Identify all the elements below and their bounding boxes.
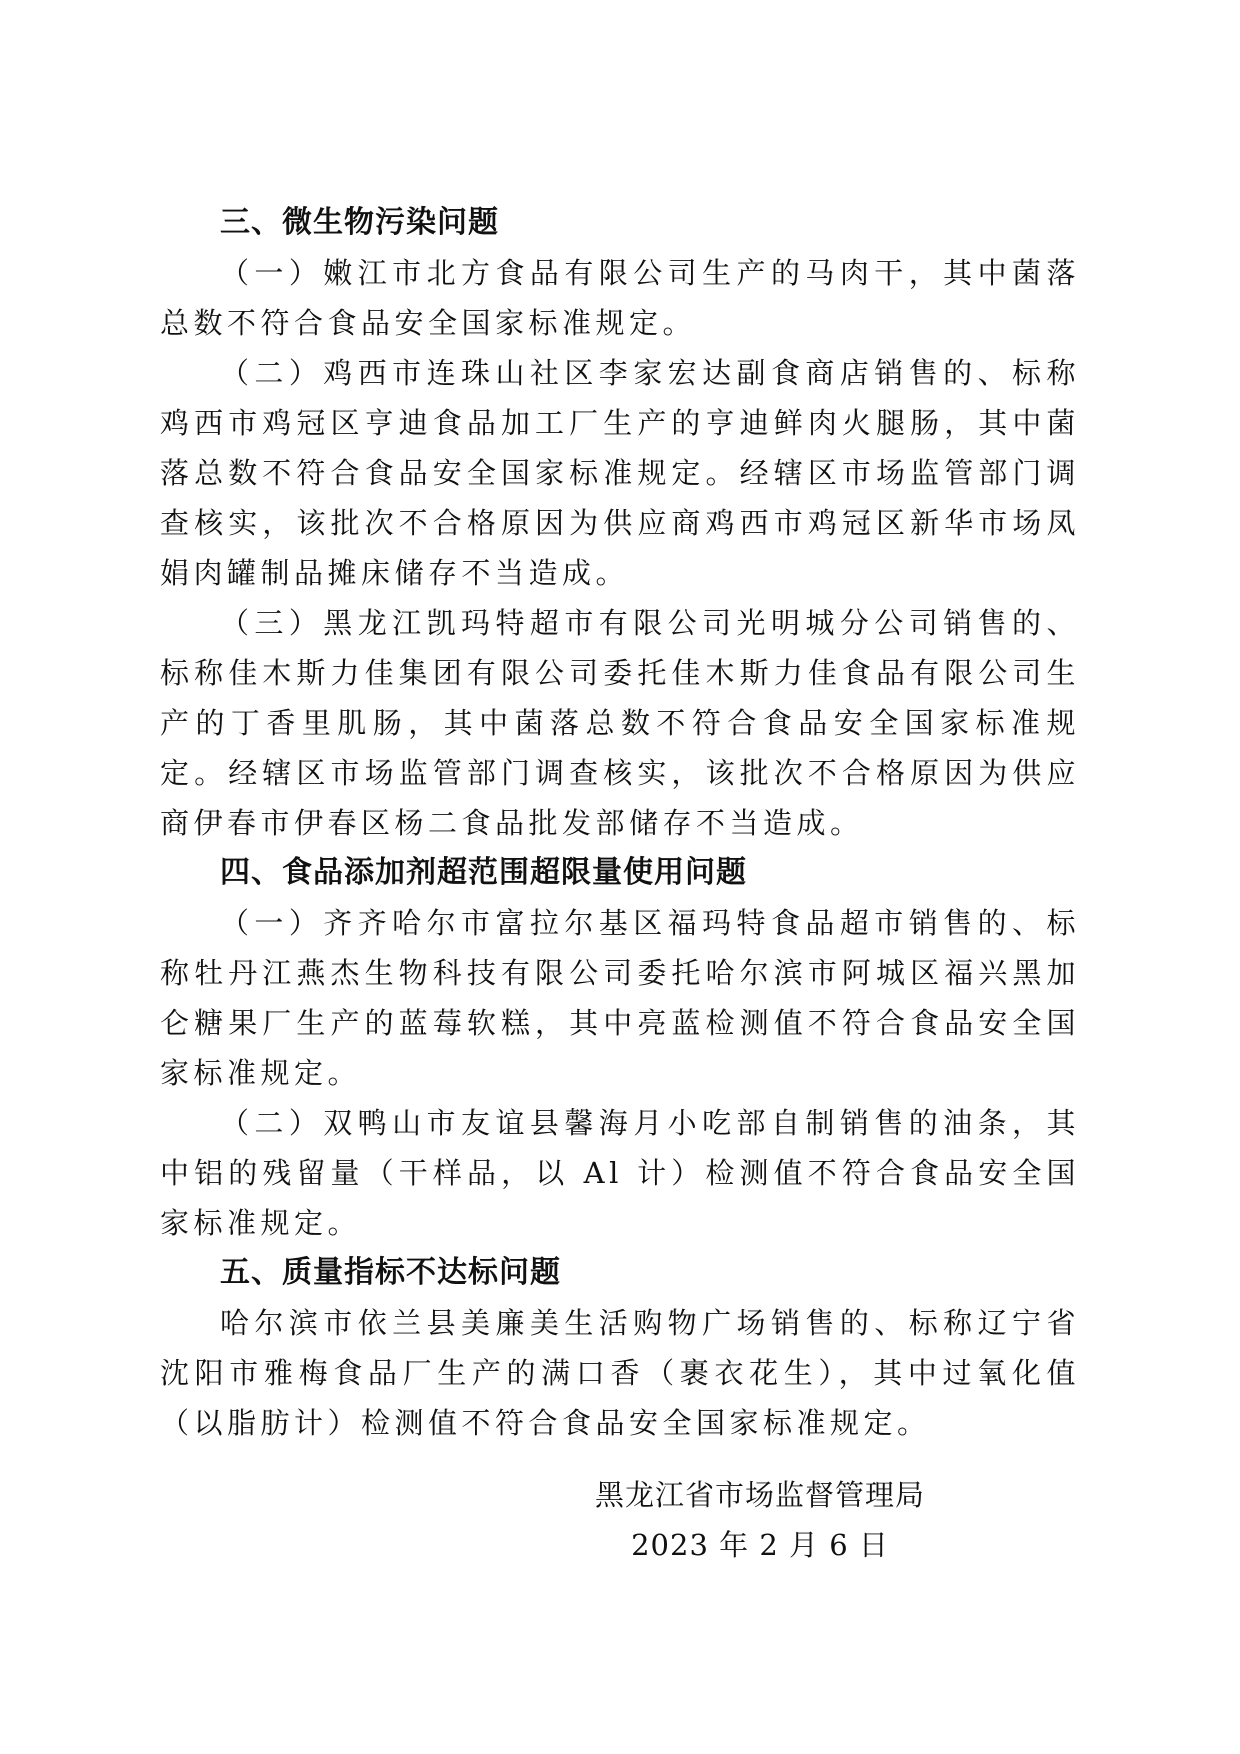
document-body bbox=[160, 198, 1080, 1448]
paragraph: （一）齐齐哈尔市富拉尔基区福玛特食品超市销售的、标称牡丹江燕杰生物科技有限公司委托哈尔滨市阿城区福兴黑加仑糖果厂生产的蓝莓软糕，其中亮蓝检测值不符合食品安全国家标准规定。 bbox=[160, 906, 1080, 1090]
issue-date: 2023 年 2 月 6 日 bbox=[631, 1528, 889, 1562]
issuing-organization: 黑龙江省市场监督管理局 bbox=[594, 1478, 925, 1512]
paragraph: （三）黑龙江凯玛特超市有限公司光明城分公司销售的、标称佳木斯力佳集团有限公司委托佳木斯力佳食品有限公司生产的丁香里肌肠，其中菌落总数不符合食品安全国家标准规定。经辖区市场监管部门调查核实，该批次不合格原因为供应商伊春市伊春区杨二食品批发部储存不当造成。 bbox=[160, 606, 1080, 840]
section-heading-quality: 五、质量指标不达标问题 bbox=[220, 1255, 561, 1290]
paragraph: （二）双鸭山市友谊县馨海月小吃部自制销售的油条，其中铝的残留量（干样品，以 Al 计）检测值不符合食品安全国家标准规定。 bbox=[160, 1106, 1080, 1240]
signature-block bbox=[540, 1470, 980, 1570]
paragraph: （二）鸡西市连珠山社区李家宏达副食商店销售的、标称鸡西市鸡冠区亨迪食品加工厂生产的亨迪鲜肉火腿肠，其中菌落总数不符合食品安全国家标准规定。经辖区市场监管部门调查核实，该批次不合格原因为供应商鸡西市鸡冠区新华市场凤娟肉罐制品摊床储存不当造成。 bbox=[160, 356, 1080, 590]
paragraph: （一）嫩江市北方食品有限公司生产的马肉干，其中菌落总数不符合食品安全国家标准规定。 bbox=[160, 256, 1080, 340]
paragraph: 哈尔滨市依兰县美廉美生活购物广场销售的、标称辽宁省沈阳市雅梅食品厂生产的满口香（裹衣花生），其中过氧化值（以脂肪计）检测值不符合食品安全国家标准规定。 bbox=[160, 1306, 1080, 1440]
section-heading-microbial: 三、微生物污染问题 bbox=[220, 205, 499, 240]
section-heading-additives: 四、食品添加剂超范围超限量使用问题 bbox=[220, 855, 747, 890]
